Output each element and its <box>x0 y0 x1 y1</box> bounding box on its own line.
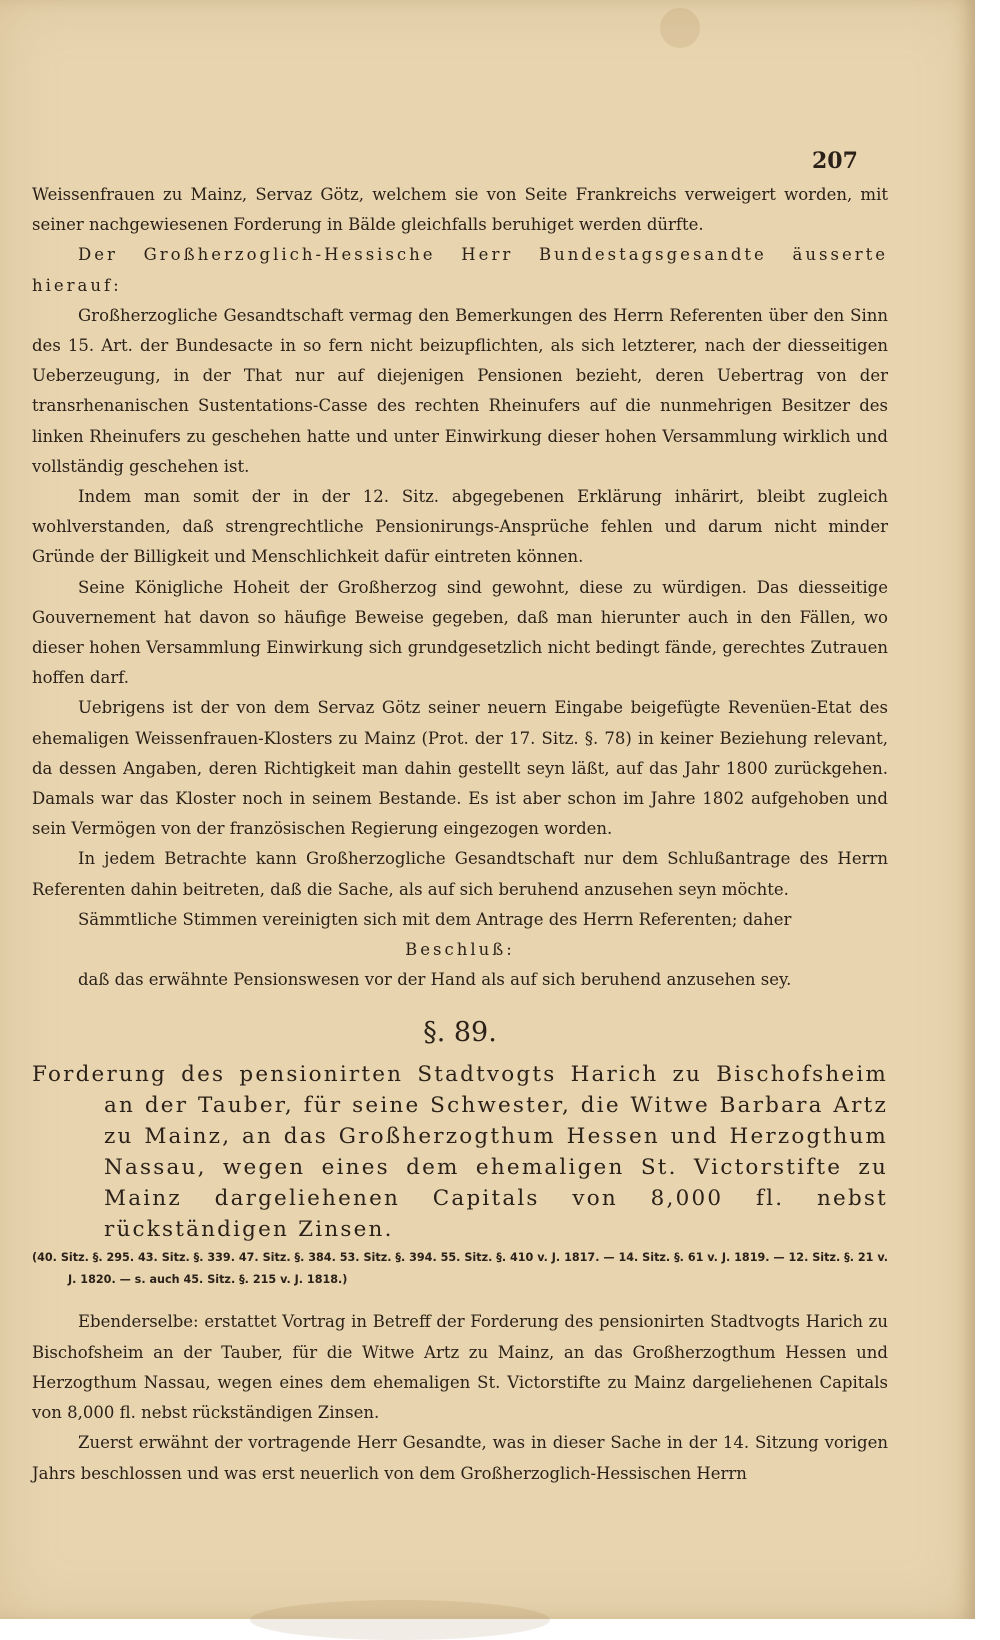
section-number: §. 89. <box>423 1017 497 1049</box>
paragraph-continuation: Weissenfrauen zu Mainz, Servaz Götz, welchem sie von Seite Frankreichs verweigert worden, mit seiner nachgewiesenen Forderung in Bälde gleichfalls beruhiget werden dürfte. <box>32 185 888 235</box>
section-heading: Forderung des pensionirten Stadtvogts Harich zu Bischofsheim an der Tauber, für seine Schwester, die Witwe Barbara Artz zu Mainz, an das Großherzogthum Hessen und Herzogthum Nassau, wegen eines dem ehemaligen St. Victorstifte zu Mainz dargeliehenen Capitals von 8,000 fl. nebst rückständigen Zinsen. <box>32 1062 888 1243</box>
paragraph: Sämmtliche Stimmen vereinigten sich mit dem Antrage des Herrn Referenten; daher <box>78 909 792 929</box>
paragraph: Indem man somit der in der 12. Sitz. abgegebenen Erklärung inhärirt, bleibt zugleich wohlverstanden, daß strengrechtliche Pensionirungs-Ansprüche fehlen und darum nicht minder Gründe der Billigkeit und Menschlichkeit dafür eintreten können. <box>32 487 888 567</box>
paragraph: Uebrigens ist der von dem Servaz Götz seiner neuern Eingabe beigefügte Revenüen-Etat des ehemaligen Weissenfrauen-Klosters zu Mainz (Prot. der 17. Sitz. §. 78) in keiner Beziehung relevant, da dessen Angaben, deren Richtigkeit man dahin gestellt seyn läßt, auf das Jahr 1800 zurückgehen. Damals war das Kloster noch in seinem Bestande. Es ist aber schon im Jahre 1802 aufgehoben und sein Vermögen von der französischen Regierung eingezogen worden. <box>32 698 888 839</box>
paragraph: Zuerst erwähnt der vortragende Herr Gesandte, was in dieser Sache in der 14. Sitzung vorigen Jahrs beschlossen und was erst neuerlich von dem Großherzoglich-Hessischen Herrn <box>32 1433 888 1483</box>
paragraph: Seine Königliche Hoheit der Großherzog sind gewohnt, diese zu würdigen. Das diesseitige Gouvernement hat davon so häufige Beweise gegeben, daß man hierunter auch in den Fällen, wo dieser hohen Versammlung Einwirkung sich grundgesetzlich nicht bedingt fände, gerechtes Zutrauen hoffen darf. <box>32 577 888 688</box>
paper-stain <box>660 8 700 48</box>
beschluss-label: Beschluß: <box>405 940 515 960</box>
section-references: (40. Sitz. §. 295. 43. Sitz. §. 339. 47. Sitz. §. 384. 53. Sitz. §. 394. 55. Sitz. §. 410 v. J. 1817. — 14. Sitz. §. 61 v. J. 1819. — 12. Sitz. §. 21 v. J. 1820. — s. auch 45. Sitz. §. 215 v. J. 1818.) <box>32 1251 888 1287</box>
page-text <box>32 180 888 1489</box>
paragraph: Großherzogliche Gesandtschaft vermag den Bemerkungen des Herrn Referenten über den Sinn des 15. Art. der Bundesacte in so fern nicht beizupflichten, als sich letzterer, nach der diesseitigen Ueberzeugung, in der That nur auf diejenigen Pensionen bezieht, deren Uebertrag von der transrhenanischen Sustentations-Casse des rechten Rheinufers auf die nunmehrigen Besitzer des linken Rheinufers zu geschehen hatte und unter Einwirkung dieser hohen Versammlung wirklich und vollständig geschehen ist. <box>32 305 888 476</box>
paper-stain <box>250 1600 550 1640</box>
page-number: 207 <box>812 148 858 174</box>
beschluss-text: daß das erwähnte Pensionswesen vor der Hand als auf sich beruhend anzusehen sey. <box>78 970 792 990</box>
paragraph-speaker: Der Großherzoglich-Hessische Herr Bundestagsgesandte äusserte hierauf: <box>32 245 888 295</box>
paragraph: Ebenderselbe: erstattet Vortrag in Betreff der Forderung des pensionirten Stadtvogts Harich zu Bischofsheim an der Tauber, für die Witwe Artz zu Mainz, an das Großherzogthum Hessen und Herzogthum Nassau, wegen eines dem ehemaligen St. Victorstifte zu Mainz dargeliehenen Capitals von 8,000 fl. nebst rückständigen Zinsen. <box>32 1312 888 1423</box>
paragraph: In jedem Betrachte kann Großherzogliche Gesandtschaft nur dem Schlußantrage des Herrn Referenten dahin beitreten, daß die Sache, als auf sich beruhend anzusehen seyn möchte. <box>32 849 888 899</box>
